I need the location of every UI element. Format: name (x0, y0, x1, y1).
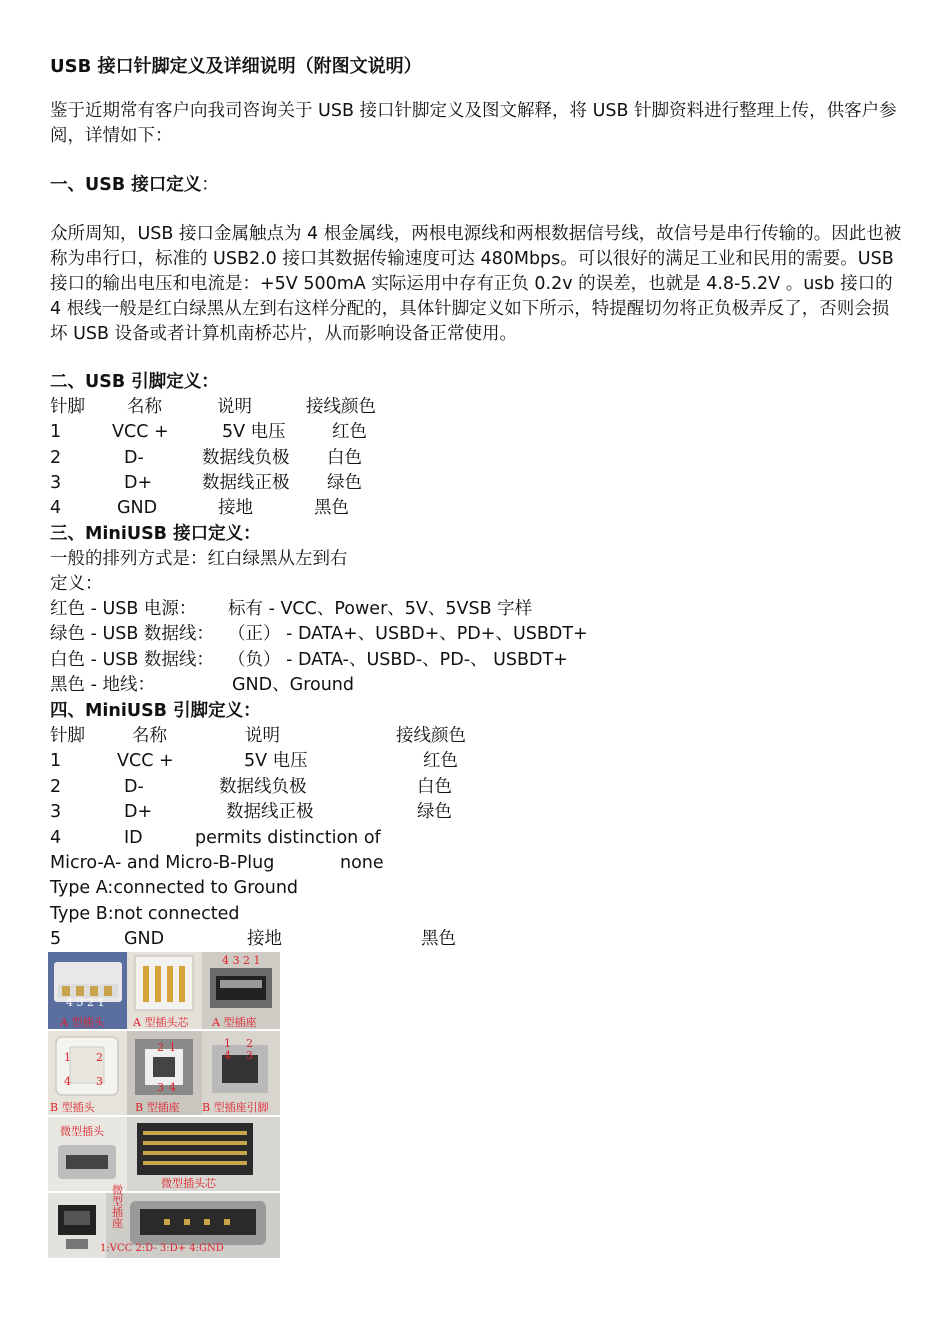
a-plug-core-photo (127, 952, 202, 1029)
b-socket-pin: 1 (169, 1041, 176, 1054)
table-cell: 2 (50, 777, 62, 797)
section1-body: 众所周知，USB 接口金属触点为 4 根金属线，两根电源线和两根数据信号线，故信号是串行传输的。因此也被称为串行口，标准的 USB2.0 接口其数据传输速度可达 480Mbps。可以很好的满足工业和民用的需要。USB 接口的输出电压和电流是：+5V 500mA 实际运用中存有正负 0.2v 的误差，也就是 4.8-5.2V 。usb 接口的 4 根线一般是红白绿黑从左到右这样分配的，具体针脚定义如下所示，特提醒切勿将正负极弄反了，否则会损坏 USB 设备或者计算机南桥芯片，从而影响设备正常使用。 (50, 224, 902, 344)
table-cell: 5 (50, 929, 62, 949)
micro-plug-caption: 微型插头 (60, 1125, 104, 1138)
b-socket-caption: B 型插座 (135, 1101, 180, 1114)
table-header-pin: 针脚 (50, 397, 85, 417)
b-plug-photo (48, 1031, 127, 1115)
section3-line1: 一般的排列方式是：红白绿黑从左到右 (50, 549, 348, 569)
table-cell: VCC + (117, 751, 174, 771)
def-value: 标有 - VCC、Power、5V、5VSB 字样 (228, 599, 533, 619)
b-socket-pins-caption: B 型插座引脚 (202, 1101, 269, 1114)
table-cell: 3 (50, 802, 62, 822)
b-socket-pins-pin: 4 (224, 1049, 231, 1062)
table-cell: GND (117, 498, 158, 518)
intro-paragraph: 鉴于近期常有客户向我司咨询关于 USB 接口针脚定义及图文解释，将 USB 针脚资料进行整理上传，供客户参阅，详情如下： (50, 101, 897, 146)
micro-plug-photo (48, 1117, 127, 1191)
micro-socket-photo (100, 1184, 280, 1258)
b-plug-pin: 1 (64, 1051, 71, 1064)
micro-socket-caption: 微型插座 (112, 1184, 123, 1230)
table-cell: 接地 (218, 498, 253, 518)
a-socket-photo (202, 952, 280, 1029)
table-header-color: 接线颜色 (396, 726, 466, 746)
def-label: 白色 - USB 数据线： (50, 650, 214, 670)
table-header-color: 接线颜色 (306, 397, 376, 417)
table-cell: 绿色 (327, 473, 362, 493)
table-cell: ID (124, 828, 143, 848)
table-header-desc: 说明 (217, 397, 252, 417)
b-socket-pin: 3 (157, 1081, 164, 1094)
table-cell: 数据线负极 (202, 448, 290, 468)
def-label: 黑色 - 地线： (50, 675, 155, 695)
table-cell: 白色 (417, 777, 452, 797)
table-cell: 白色 (327, 448, 362, 468)
def-value: GND、Ground (232, 675, 354, 695)
section1-heading-colon: ： (201, 175, 219, 195)
table-header-name: 名称 (127, 397, 162, 417)
def-value: （负） - DATA-、USBD-、PD-、 USBDT+ (228, 650, 568, 670)
type-b-note: Type B:not connected (50, 904, 240, 924)
table-cell: 1 (50, 751, 62, 771)
b-plug-pin: 3 (96, 1075, 103, 1088)
table-cell: GND (124, 929, 165, 949)
section1-heading-text: 一、USB 接口定义 (50, 175, 202, 195)
table-cell: 4 (50, 498, 62, 518)
table-cell: 1 (50, 422, 62, 442)
table-cell: 红色 (423, 751, 458, 771)
table-cell: D- (124, 777, 144, 797)
b-plug-pin: 2 (96, 1051, 103, 1064)
table-cell: 接地 (247, 929, 282, 949)
b-socket-photo (127, 1031, 202, 1115)
b-socket-pins-pin: 1 (224, 1037, 231, 1050)
section3-heading: 三、MiniUSB 接口定义： (50, 524, 261, 544)
table-cell: 绿色 (417, 802, 452, 822)
section4-heading: 四、MiniUSB 引脚定义： (50, 701, 261, 721)
a-plug-photo (48, 952, 127, 1029)
a-plug-caption: A 型插头 (60, 1016, 105, 1029)
a-socket-caption: A 型插座 (212, 1016, 257, 1029)
table-cell: 2 (50, 448, 62, 468)
b-socket-pins-pin: 2 (246, 1037, 253, 1050)
table-header-name: 名称 (132, 726, 167, 746)
table-cell: VCC + (112, 422, 169, 442)
table-cell: permits distinction of (195, 828, 381, 848)
table-cell: 数据线正极 (202, 473, 290, 493)
table-cell: 4 (50, 828, 62, 848)
def-value: （正） - DATA+、USBD+、PD+、USBDT+ (228, 624, 588, 644)
micro-plug-core-caption: 微型插头芯 (161, 1177, 216, 1190)
table-cell: 5V 电压 (244, 751, 308, 771)
def-label: 红色 - USB 电源： (50, 599, 197, 619)
table-cell: 黑色 (314, 498, 349, 518)
def-label: 绿色 - USB 数据线： (50, 624, 214, 644)
table-cell: 5V 电压 (222, 422, 286, 442)
section1-heading (50, 173, 219, 198)
section2-heading: 二、USB 引脚定义： (50, 372, 219, 392)
table-cell: 黑色 (421, 929, 456, 949)
table-header-pin: 针脚 (50, 726, 85, 746)
table-cell: none (340, 853, 384, 873)
table-cell: D- (124, 448, 144, 468)
b-socket-pin: 4 (169, 1081, 176, 1094)
table-cell: 红色 (332, 422, 367, 442)
b-socket-pin: 2 (157, 1041, 164, 1054)
a-plug-pins: 4 3 2 1 (66, 996, 105, 1009)
a-plug-core-caption: A 型插头芯 (133, 1016, 189, 1029)
micro-socket-small-photo (48, 1193, 106, 1258)
b-socket-pins-photo (202, 1031, 280, 1115)
section3-line2: 定义： (50, 574, 103, 594)
micro-plug-core-photo (127, 1117, 280, 1191)
pinout-caption: 1:VCC 2:D- 3:D+ 4:GND (100, 1243, 224, 1254)
b-socket-pins-pin: 3 (246, 1049, 253, 1062)
table-cell: 数据线负极 (219, 777, 307, 797)
table-cell: 数据线正极 (226, 802, 314, 822)
a-socket-pins: 4 3 2 1 (222, 954, 261, 967)
table-cell: Micro-A- and Micro-B-Plug (50, 853, 275, 873)
micro-socket-small-image (48, 1193, 106, 1258)
usb-connector-photos (48, 952, 280, 1258)
b-plug-caption: B 型插头 (50, 1101, 95, 1114)
b-plug-pin: 4 (64, 1075, 71, 1088)
document-title: USB 接口针脚定义及详细说明（附图文说明） (50, 56, 422, 77)
table-cell: D+ (124, 802, 153, 822)
table-cell: D+ (124, 473, 153, 493)
type-a-note: Type A:connected to Ground (50, 878, 299, 898)
table-cell: 3 (50, 473, 62, 493)
table-header-desc: 说明 (245, 726, 280, 746)
